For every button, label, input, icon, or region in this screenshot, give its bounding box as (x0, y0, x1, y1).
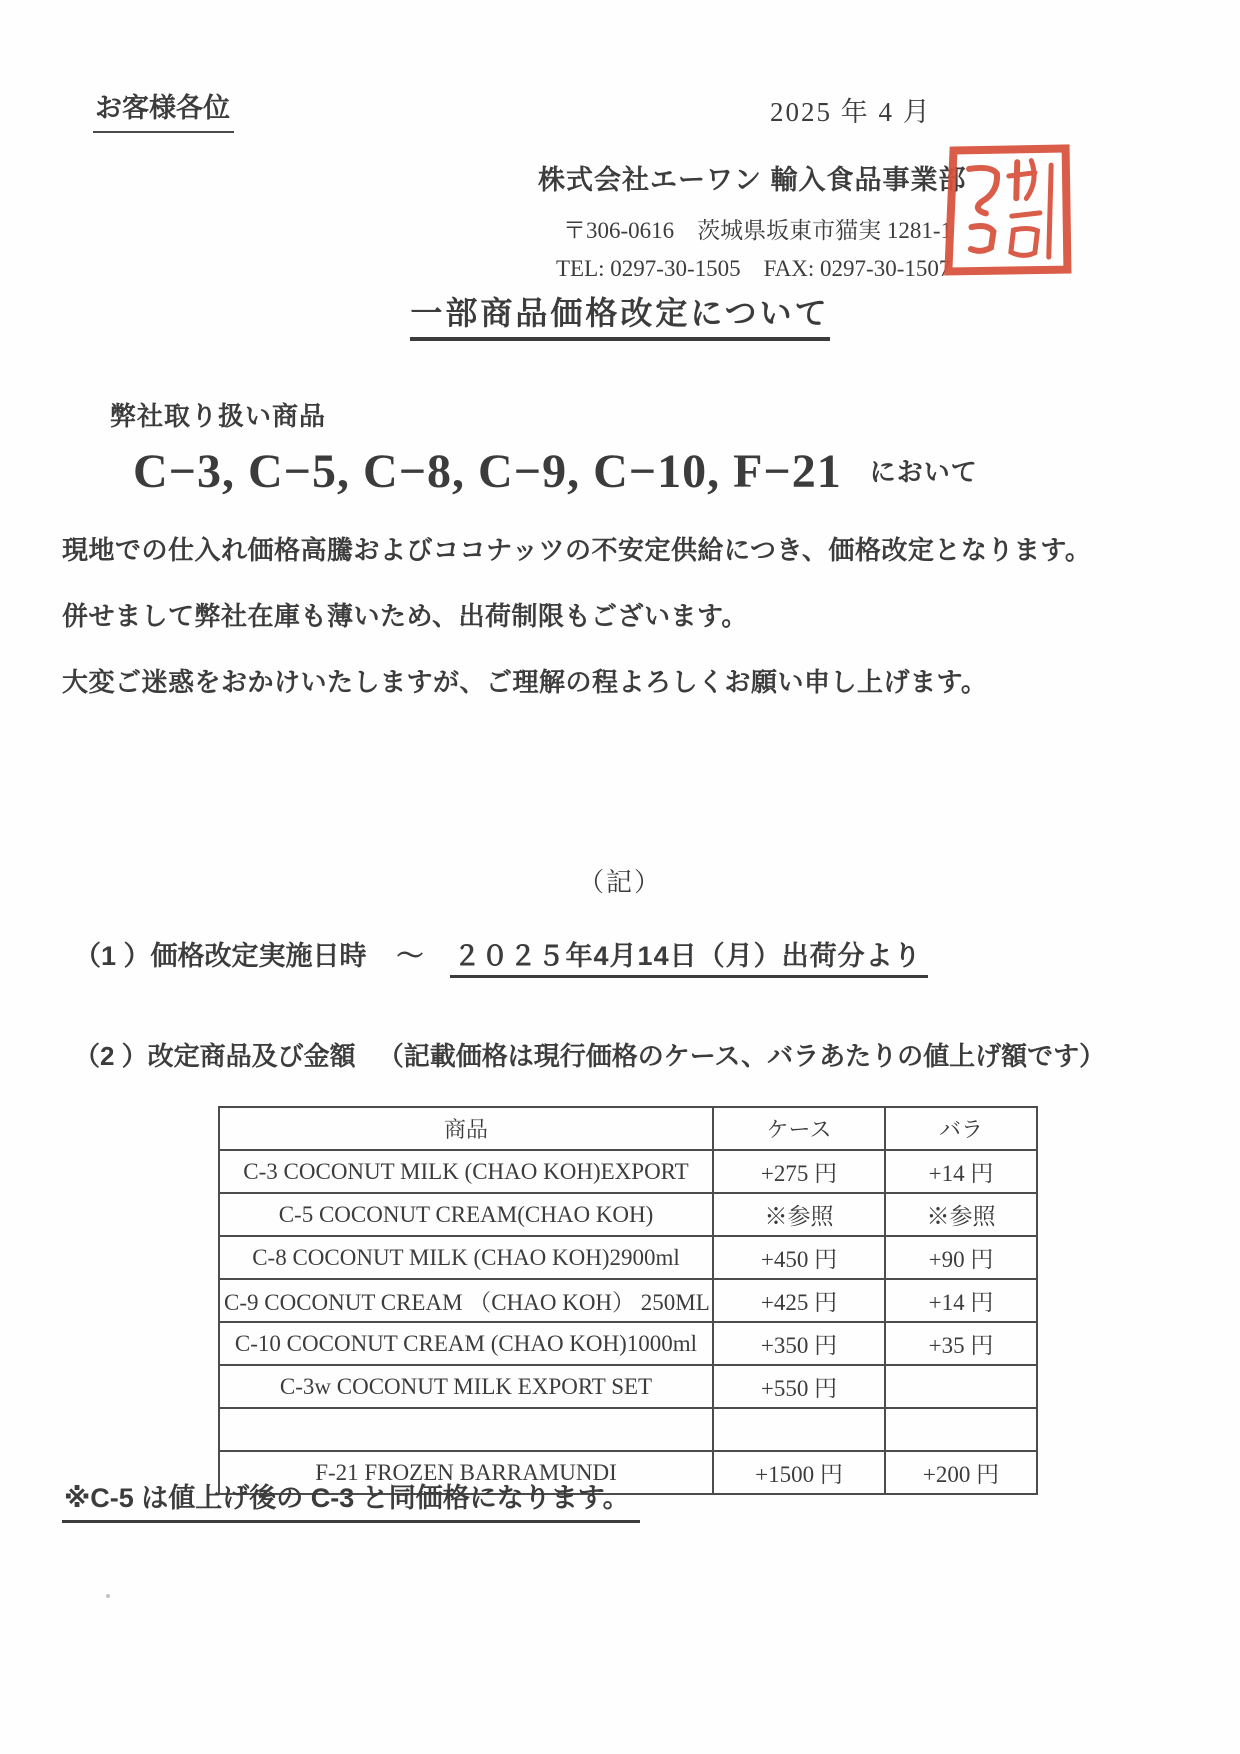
case-price-cell: +550 円 (713, 1365, 885, 1408)
bara-price-cell: +14 円 (885, 1150, 1037, 1193)
title-row (0, 288, 1240, 341)
table-row (219, 1193, 1037, 1236)
header-case: ケース (713, 1107, 885, 1150)
ki-marker: （記） (577, 868, 662, 897)
case-price-cell: ※参照 (713, 1193, 885, 1236)
product-cell (219, 1408, 713, 1451)
case-price-cell: +450 円 (713, 1236, 885, 1279)
product-codes-suffix: において (869, 457, 978, 487)
item-2-label: （2 ）改定商品及び金額 (74, 1041, 356, 1071)
case-price-cell: +275 円 (713, 1150, 885, 1193)
company-tel-fax: TEL: 0297-30-1505 FAX: 0297-30-1507 (556, 256, 951, 281)
body-paragraph-2: 併せまして弊社在庫も薄いため、出荷制限もございます。 (62, 601, 748, 631)
case-price-cell: +350 円 (713, 1322, 885, 1365)
date-line: 2025 年 4 月 (770, 97, 932, 127)
recipient-line: お客様各位 (93, 86, 234, 133)
bara-price-cell (885, 1408, 1037, 1451)
product-cell: C-3 COCONUT MILK (CHAO KOH)EXPORT (219, 1150, 713, 1193)
product-cell: C-5 COCONUT CREAM(CHAO KOH) (219, 1193, 713, 1236)
c5-price-footnote: ※C-5 は値上げ後の C-3 と同価格になります。 (62, 1476, 640, 1523)
table-row (219, 1150, 1037, 1193)
bara-price-cell: +35 円 (885, 1322, 1037, 1365)
product-cell: C-10 COCONUT CREAM (CHAO KOH)1000ml (219, 1322, 713, 1365)
handled-products-label: 弊社取り扱い商品 (110, 401, 327, 431)
item-1-label: （1 ）価格改定実施日時 (74, 941, 367, 971)
bara-price-cell: +90 円 (885, 1236, 1037, 1279)
product-codes: C−3, C−5, C−8, C−9, C−10, F−21 (133, 445, 842, 498)
table-header-row (219, 1107, 1037, 1150)
bara-price-cell: +200 円 (885, 1451, 1037, 1494)
price-revision-table (218, 1106, 1038, 1495)
table-row-empty (219, 1408, 1037, 1451)
body-paragraph-1: 現地での仕入れ価格高騰およびココナッツの不安定供給につき、価格改定となります。 (62, 535, 1092, 565)
bara-price-cell (885, 1365, 1037, 1408)
table-row (219, 1322, 1037, 1365)
case-price-cell: +1500 円 (713, 1451, 885, 1494)
bara-price-cell: +14 円 (885, 1279, 1037, 1322)
company-seal-stamp-icon (936, 138, 1080, 280)
bara-price-cell: ※参照 (885, 1193, 1037, 1236)
product-cell: C-8 COCONUT MILK (CHAO KOH)2900ml (219, 1236, 713, 1279)
item-1-date-value: ２０２５年4月14日（月）出荷分より (450, 941, 928, 978)
table-row (219, 1279, 1037, 1322)
item-2-note: （記載価格は現行価格のケース、バラあたりの値上げ額です） (377, 1041, 1106, 1071)
header-bara: バラ (885, 1107, 1037, 1150)
item-1-effective-date (74, 934, 928, 973)
product-cell: C-3w COCONUT MILK EXPORT SET (219, 1365, 713, 1408)
table-row (219, 1365, 1037, 1408)
product-cell: C-9 COCONUT CREAM （CHAO KOH） 250ML (219, 1279, 713, 1322)
table-row (219, 1236, 1037, 1279)
item-2-revised-products (74, 1036, 1105, 1073)
body-paragraph-3: 大変ご迷惑をおかけいたしますが、ご理解の程よろしくお願い申し上げます。 (62, 667, 988, 697)
case-price-cell (713, 1408, 885, 1451)
page-title: 一部商品価格改定について (410, 288, 829, 341)
product-codes-line (133, 444, 978, 499)
company-address: 〒306-0616 茨城県坂東市猫実 1281-1 (563, 218, 953, 243)
company-name: 株式会社エーワン 輸入食品事業部 (538, 165, 967, 195)
product-cell: F-21 FROZEN BARRAMUNDI (219, 1451, 713, 1494)
scan-artifact-dot (106, 1594, 110, 1598)
header-product: 商品 (219, 1107, 713, 1150)
item-1-tilde: ～ (396, 941, 424, 971)
case-price-cell: +425 円 (713, 1279, 885, 1322)
